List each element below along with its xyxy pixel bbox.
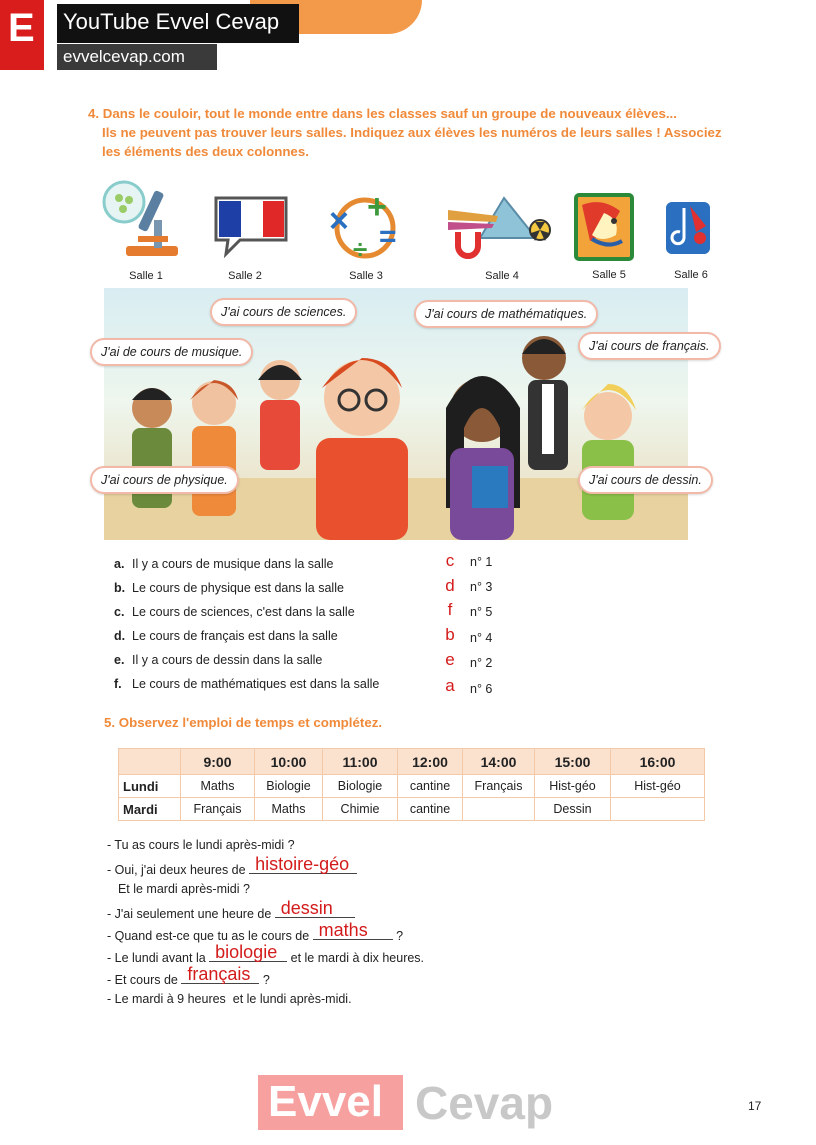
footer-logo-cevap: Cevap <box>415 1077 554 1129</box>
bubble-francais: J'ai cours de français. <box>578 332 721 360</box>
exercise5-title: 5. Observez l'emploi de temps et complétez. <box>104 715 383 730</box>
dialogue-line-8: - Le mardi à 9 heures et le lundi après-midi. <box>107 992 352 1006</box>
time-cell: 12:00 <box>398 749 463 775</box>
subject-cell: Français <box>463 775 535 798</box>
subject-cell: Français <box>181 798 255 821</box>
answer-blank <box>249 854 357 874</box>
answer-blank <box>313 920 393 940</box>
answer-blank <box>181 964 259 984</box>
day-cell: Mardi <box>119 798 181 821</box>
bubble-dessin: J'ai cours de dessin. <box>578 466 713 494</box>
brand-logo <box>0 0 44 70</box>
answer-letter-3: f <box>447 600 453 619</box>
bubble-sciences: J'ai cours de sciences. <box>210 298 357 326</box>
svg-text:×: × <box>329 202 349 240</box>
bubble-musique: J'ai de cours de musique. <box>90 338 253 366</box>
timetable-row <box>119 775 705 798</box>
subject-cell: cantine <box>398 775 463 798</box>
timetable-corner <box>119 749 181 775</box>
room-label-3: Salle 3 <box>349 270 383 282</box>
room-number-5: n° 2 <box>470 656 493 670</box>
painting-icon <box>574 193 634 261</box>
svg-text:+: + <box>367 188 387 226</box>
handwritten-answer: dessin <box>280 898 333 918</box>
answer-letter-5: e <box>445 650 455 669</box>
match-item-e: e. Il y a cours de dessin dans la salle <box>114 653 323 667</box>
svg-text:=: = <box>379 220 397 253</box>
time-cell: 15:00 <box>535 749 611 775</box>
match-item-f: f. Le cours de mathématiques est dans la salle <box>114 677 380 691</box>
timetable <box>118 748 705 821</box>
subject-cell <box>611 798 705 821</box>
time-cell: 11:00 <box>323 749 398 775</box>
bubble-mathematiques: J'ai cours de mathématiques. <box>414 300 598 328</box>
match-item-a: a. Il y a cours de musique dans la salle <box>114 557 334 571</box>
math-symbols-icon <box>325 188 411 262</box>
room-number-6: n° 6 <box>470 682 493 696</box>
room-number-2: n° 3 <box>470 580 493 594</box>
brand-letter: E <box>8 6 35 50</box>
handwritten-answer: maths <box>318 920 368 940</box>
room-label-2: Salle 2 <box>228 270 262 282</box>
page-number: 17 <box>748 1099 762 1113</box>
room-number-3: n° 5 <box>470 605 493 619</box>
dialogue-line-7: - Et cours de français ? <box>107 964 270 987</box>
subject-cell: Hist-géo <box>535 775 611 798</box>
french-flag-icon <box>210 192 292 258</box>
subject-cell: Chimie <box>323 798 398 821</box>
match-item-b: b. Le cours de physique est dans la salle <box>114 581 344 595</box>
exercise4-line1: 4. Dans le couloir, tout le monde entre dans les classes sauf un groupe de nouveaux élèves... <box>88 106 677 121</box>
answer-blank <box>209 942 287 962</box>
music-icon <box>664 198 714 258</box>
bubble-physique: J'ai cours de physique. <box>90 466 239 494</box>
subject-cell: Biologie <box>323 775 398 798</box>
room-number-1: n° 1 <box>470 555 493 569</box>
handwritten-answer: biologie <box>215 942 278 962</box>
time-cell: 9:00 <box>181 749 255 775</box>
dialogue-line-4: - J'ai seulement une heure de dessin <box>107 904 355 921</box>
subject-cell: cantine <box>398 798 463 821</box>
physics-icon <box>446 192 552 258</box>
match-item-c: c. Le cours de sciences, c'est dans la salle <box>114 605 355 619</box>
brand-title: YouTube Evvel Cevap <box>57 4 299 43</box>
dialogue-line-5: - Quand est-ce que tu as le cours de maths ? <box>107 920 404 943</box>
dialogue-line-2: - Oui, j'ai deux heures de histoire-géo <box>107 860 357 877</box>
students-drawing <box>104 288 688 540</box>
subject-cell: Maths <box>181 775 255 798</box>
subject-cell: Biologie <box>255 775 323 798</box>
subject-cell <box>463 798 535 821</box>
exercise4-line2: Ils ne peuvent pas trouver leurs salles. Indiquez aux élèves les numéros de leurs salles ! Associez <box>102 125 722 140</box>
students-illustration <box>101 288 710 540</box>
time-cell: 14:00 <box>463 749 535 775</box>
time-cell: 16:00 <box>611 749 705 775</box>
dialogue-line-3: Et le mardi après-midi ? <box>111 882 250 896</box>
timetable-row <box>119 798 705 821</box>
microscope-icon <box>98 180 180 264</box>
svg-text:÷: ÷ <box>353 234 368 264</box>
handwritten-answer: histoire-géo <box>255 854 350 874</box>
time-cell: 10:00 <box>255 749 323 775</box>
brand-site: evvelcevap.com <box>57 44 217 70</box>
dialogue-line-1: - Tu as cours le lundi après-midi ? <box>107 838 295 852</box>
room-label-6: Salle 6 <box>674 269 708 281</box>
room-label-4: Salle 4 <box>485 270 519 282</box>
timetable-header <box>119 749 705 775</box>
answer-letter-2: d <box>445 576 455 595</box>
answer-letter-4: b <box>445 625 455 644</box>
match-item-d: d. Le cours de français est dans la salle <box>114 629 338 643</box>
subject-cell: Maths <box>255 798 323 821</box>
answer-letter-1: c <box>445 551 455 570</box>
subject-cell: Hist-géo <box>611 775 705 798</box>
subject-cell: Dessin <box>535 798 611 821</box>
room-label-1: Salle 1 <box>129 270 163 282</box>
footer-logo-evvel: Evvel <box>258 1075 403 1130</box>
exercise4-line3: les éléments des deux colonnes. <box>102 144 309 159</box>
room-number-4: n° 4 <box>470 631 493 645</box>
day-cell: Lundi <box>119 775 181 798</box>
answer-blank <box>275 898 355 918</box>
dialogue-line-6: - Le lundi avant la biologie et le mardi à dix heures. <box>107 942 425 965</box>
answer-letter-6: a <box>445 676 455 695</box>
handwritten-answer: français <box>187 964 251 984</box>
room-label-5: Salle 5 <box>592 269 626 281</box>
